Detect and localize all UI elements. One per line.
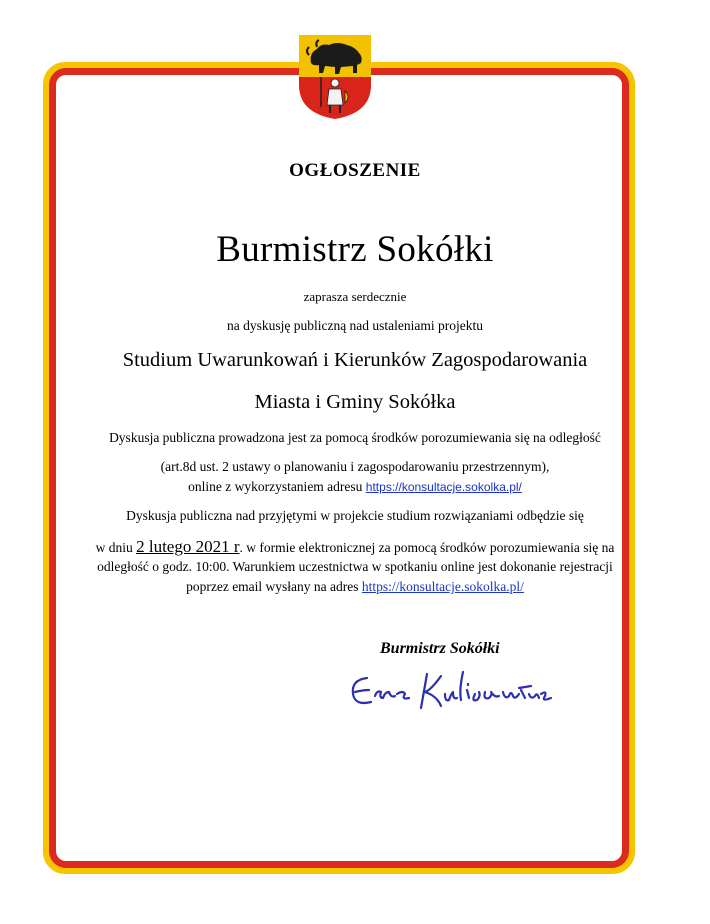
paragraph-5-prefix: w dniu (95, 540, 137, 555)
study-title-line-2: Miasta i Gminy Sokółka (254, 391, 456, 413)
paragraph-6: odległość o godz. 10:00. Warunkiem uczestnictwa w spotkaniu online jest dokonanie rejestracji (97, 559, 613, 574)
paragraph-7-text: poprzez email wysłany na adres (186, 579, 362, 594)
paragraph-4: Dyskusja publiczna nad przyjętymi w projekcie studium rozwiązaniami odbędzie się (126, 508, 584, 523)
paragraph-5-suffix: . w formie elektronicznej za pomocą środków porozumiewania się na (239, 540, 615, 555)
headline: Burmistrz Sokółki (216, 229, 494, 270)
signatory-title: Burmistrz Sokółki (380, 640, 500, 657)
paragraph-7 (0, 579, 710, 595)
page-title: OGŁOSZENIE (289, 160, 421, 181)
signature-icon (345, 668, 560, 718)
study-title-line-1: Studium Uwarunkowań i Kierunków Zagospodarowania (122, 349, 588, 371)
paragraph-5 (0, 537, 710, 557)
paragraph-2: (art.8d ust. 2 ustawy o planowaniu i zagospodarowaniu przestrzennym), (160, 459, 550, 474)
consultation-link-2[interactable]: https://konsultacje.sokolka.pl/ (361, 579, 524, 594)
paragraph-1: Dyskusja publiczna prowadzona jest za pomocą środków porozumiewania się na odległość (109, 430, 601, 445)
invite-line: zaprasza serdecznie (303, 289, 407, 304)
paragraph-3 (0, 479, 710, 495)
coat-of-arms-icon (297, 33, 373, 121)
invite-text: dyskusję publiczną nad ustaleniami projektu (243, 318, 484, 333)
consultation-link-1[interactable]: https://konsultacje.sokolka.pl/ (365, 480, 522, 494)
invite-prefix: na (226, 318, 244, 333)
meeting-date: 2 lutego 2021 r (136, 537, 240, 556)
invite-subject (0, 318, 710, 334)
paragraph-3-text: online z wykorzystaniem adresu (188, 479, 366, 494)
